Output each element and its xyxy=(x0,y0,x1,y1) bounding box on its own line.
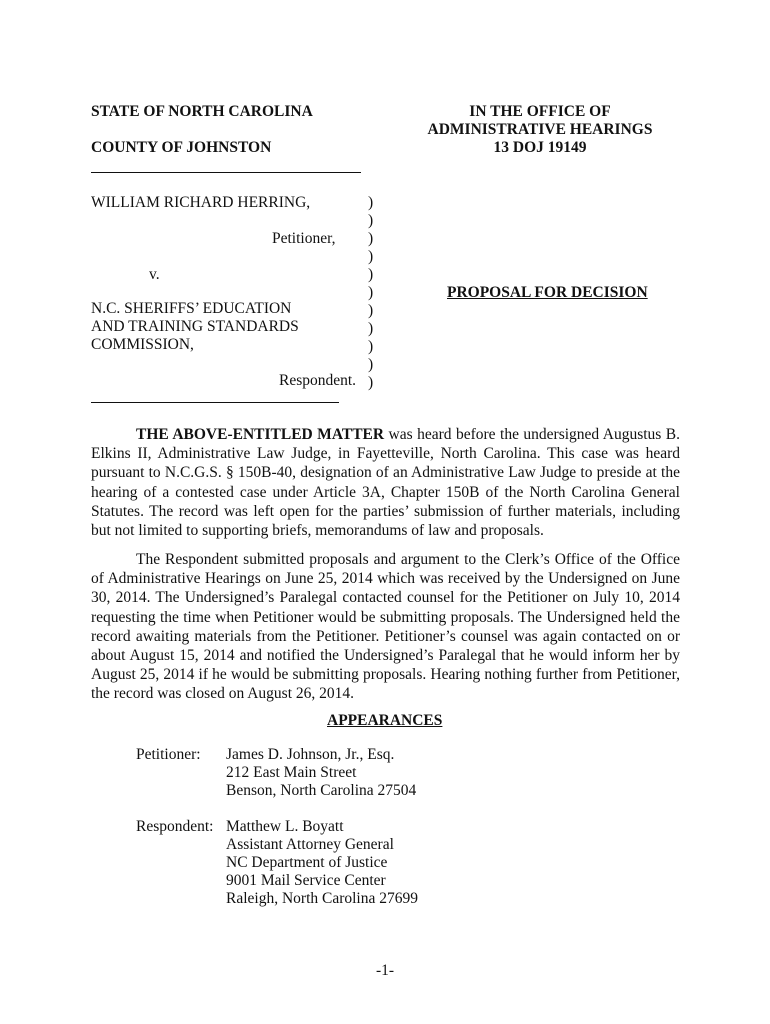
appearances-heading: APPEARANCES xyxy=(327,712,443,729)
respondent-counsel-line: Raleigh, North Carolina 27699 xyxy=(226,890,418,907)
respondent-counsel-line: Assistant Attorney General xyxy=(226,836,394,853)
paragraph-lead: THE ABOVE-ENTITLED MATTER xyxy=(136,426,385,443)
page-number: -1- xyxy=(375,962,395,979)
caption-paren: ) xyxy=(368,374,374,391)
office-line-2: ADMINISTRATIVE HEARINGS xyxy=(427,121,653,138)
petitioner-label: Petitioner: xyxy=(136,746,201,763)
respondent-line-1: N.C. SHERIFFS’ EDUCATION xyxy=(91,300,292,317)
caption-paren: ) xyxy=(368,338,374,355)
petitioner-role: Petitioner, xyxy=(272,230,336,247)
respondent-counsel-line: Matthew L. Boyatt xyxy=(226,818,344,835)
county-heading: COUNTY OF JOHNSTON xyxy=(91,139,272,156)
respondent-line-2: AND TRAINING STANDARDS xyxy=(91,318,299,335)
state-heading: STATE OF NORTH CAROLINA xyxy=(91,103,313,120)
body-paragraph-1 xyxy=(91,425,680,540)
case-number: 13 DOJ 19149 xyxy=(493,139,587,156)
document-title: PROPOSAL FOR DECISION xyxy=(447,284,648,301)
respondent-line-3: COMMISSION, xyxy=(91,336,194,353)
body-paragraph-2: The Respondent submitted proposals and argument to the Clerk’s Office of the Office of Administrative Hearings on June 25, 2014 which was received by the Undersigned on June 30, 2014. The Undersigned’s Paralegal contacted counsel for the Petitioner on July 10, 2014 requesting the time when Petitioner would be submitting proposals. The Undersigned held the record awaiting materials from the Petitioner. Petitioner’s counsel was again contacted on or about August 15, 2014 and notified the Undersigned’s Paralegal that he would inform her by August 25, 2014 if he would be submitting proposals. Hearing nothing further from Petitioner, the record was closed on August 26, 2014. xyxy=(91,551,680,703)
petitioner-counsel-line: 212 East Main Street xyxy=(226,764,357,781)
petitioner-counsel-line: James D. Johnson, Jr., Esq. xyxy=(226,746,395,763)
respondent-counsel-line: NC Department of Justice xyxy=(226,854,388,871)
respondent-role: Respondent. xyxy=(279,372,357,389)
caption-paren: ) xyxy=(368,302,374,319)
caption-paren: ) xyxy=(368,356,374,373)
caption-paren: ) xyxy=(368,320,374,337)
paragraph-text: was heard before the undersigned Augustus B. Elkins II, Administrative Law Judge, in Fayetteville, North Carolina. This case was heard pursuant to N.C.G.S. § 150B-40, designation of an Administrative Law Judge to preside at the hearing of a contested case under Article 3A, Chapter 150B of the North Carolina General Statutes. The record was left open for the parties’ submission of further materials, including but not limited to supporting briefs, memorandums of law and proposals. xyxy=(91,426,681,540)
caption-rule xyxy=(91,402,339,403)
caption-paren: ) xyxy=(368,212,374,229)
caption-paren: ) xyxy=(368,284,374,301)
caption-paren: ) xyxy=(368,266,374,283)
petitioner-counsel-line: Benson, North Carolina 27504 xyxy=(226,782,417,799)
respondent-label: Respondent: xyxy=(136,818,214,835)
header-rule xyxy=(91,172,361,173)
versus-label: v. xyxy=(149,266,160,283)
caption-paren: ) xyxy=(368,248,374,265)
respondent-counsel-line: 9001 Mail Service Center xyxy=(226,872,386,889)
caption-paren: ) xyxy=(368,194,374,211)
caption-paren: ) xyxy=(368,230,374,247)
petitioner-name: WILLIAM RICHARD HERRING, xyxy=(91,194,311,211)
office-line-1: IN THE OFFICE OF xyxy=(469,103,611,120)
